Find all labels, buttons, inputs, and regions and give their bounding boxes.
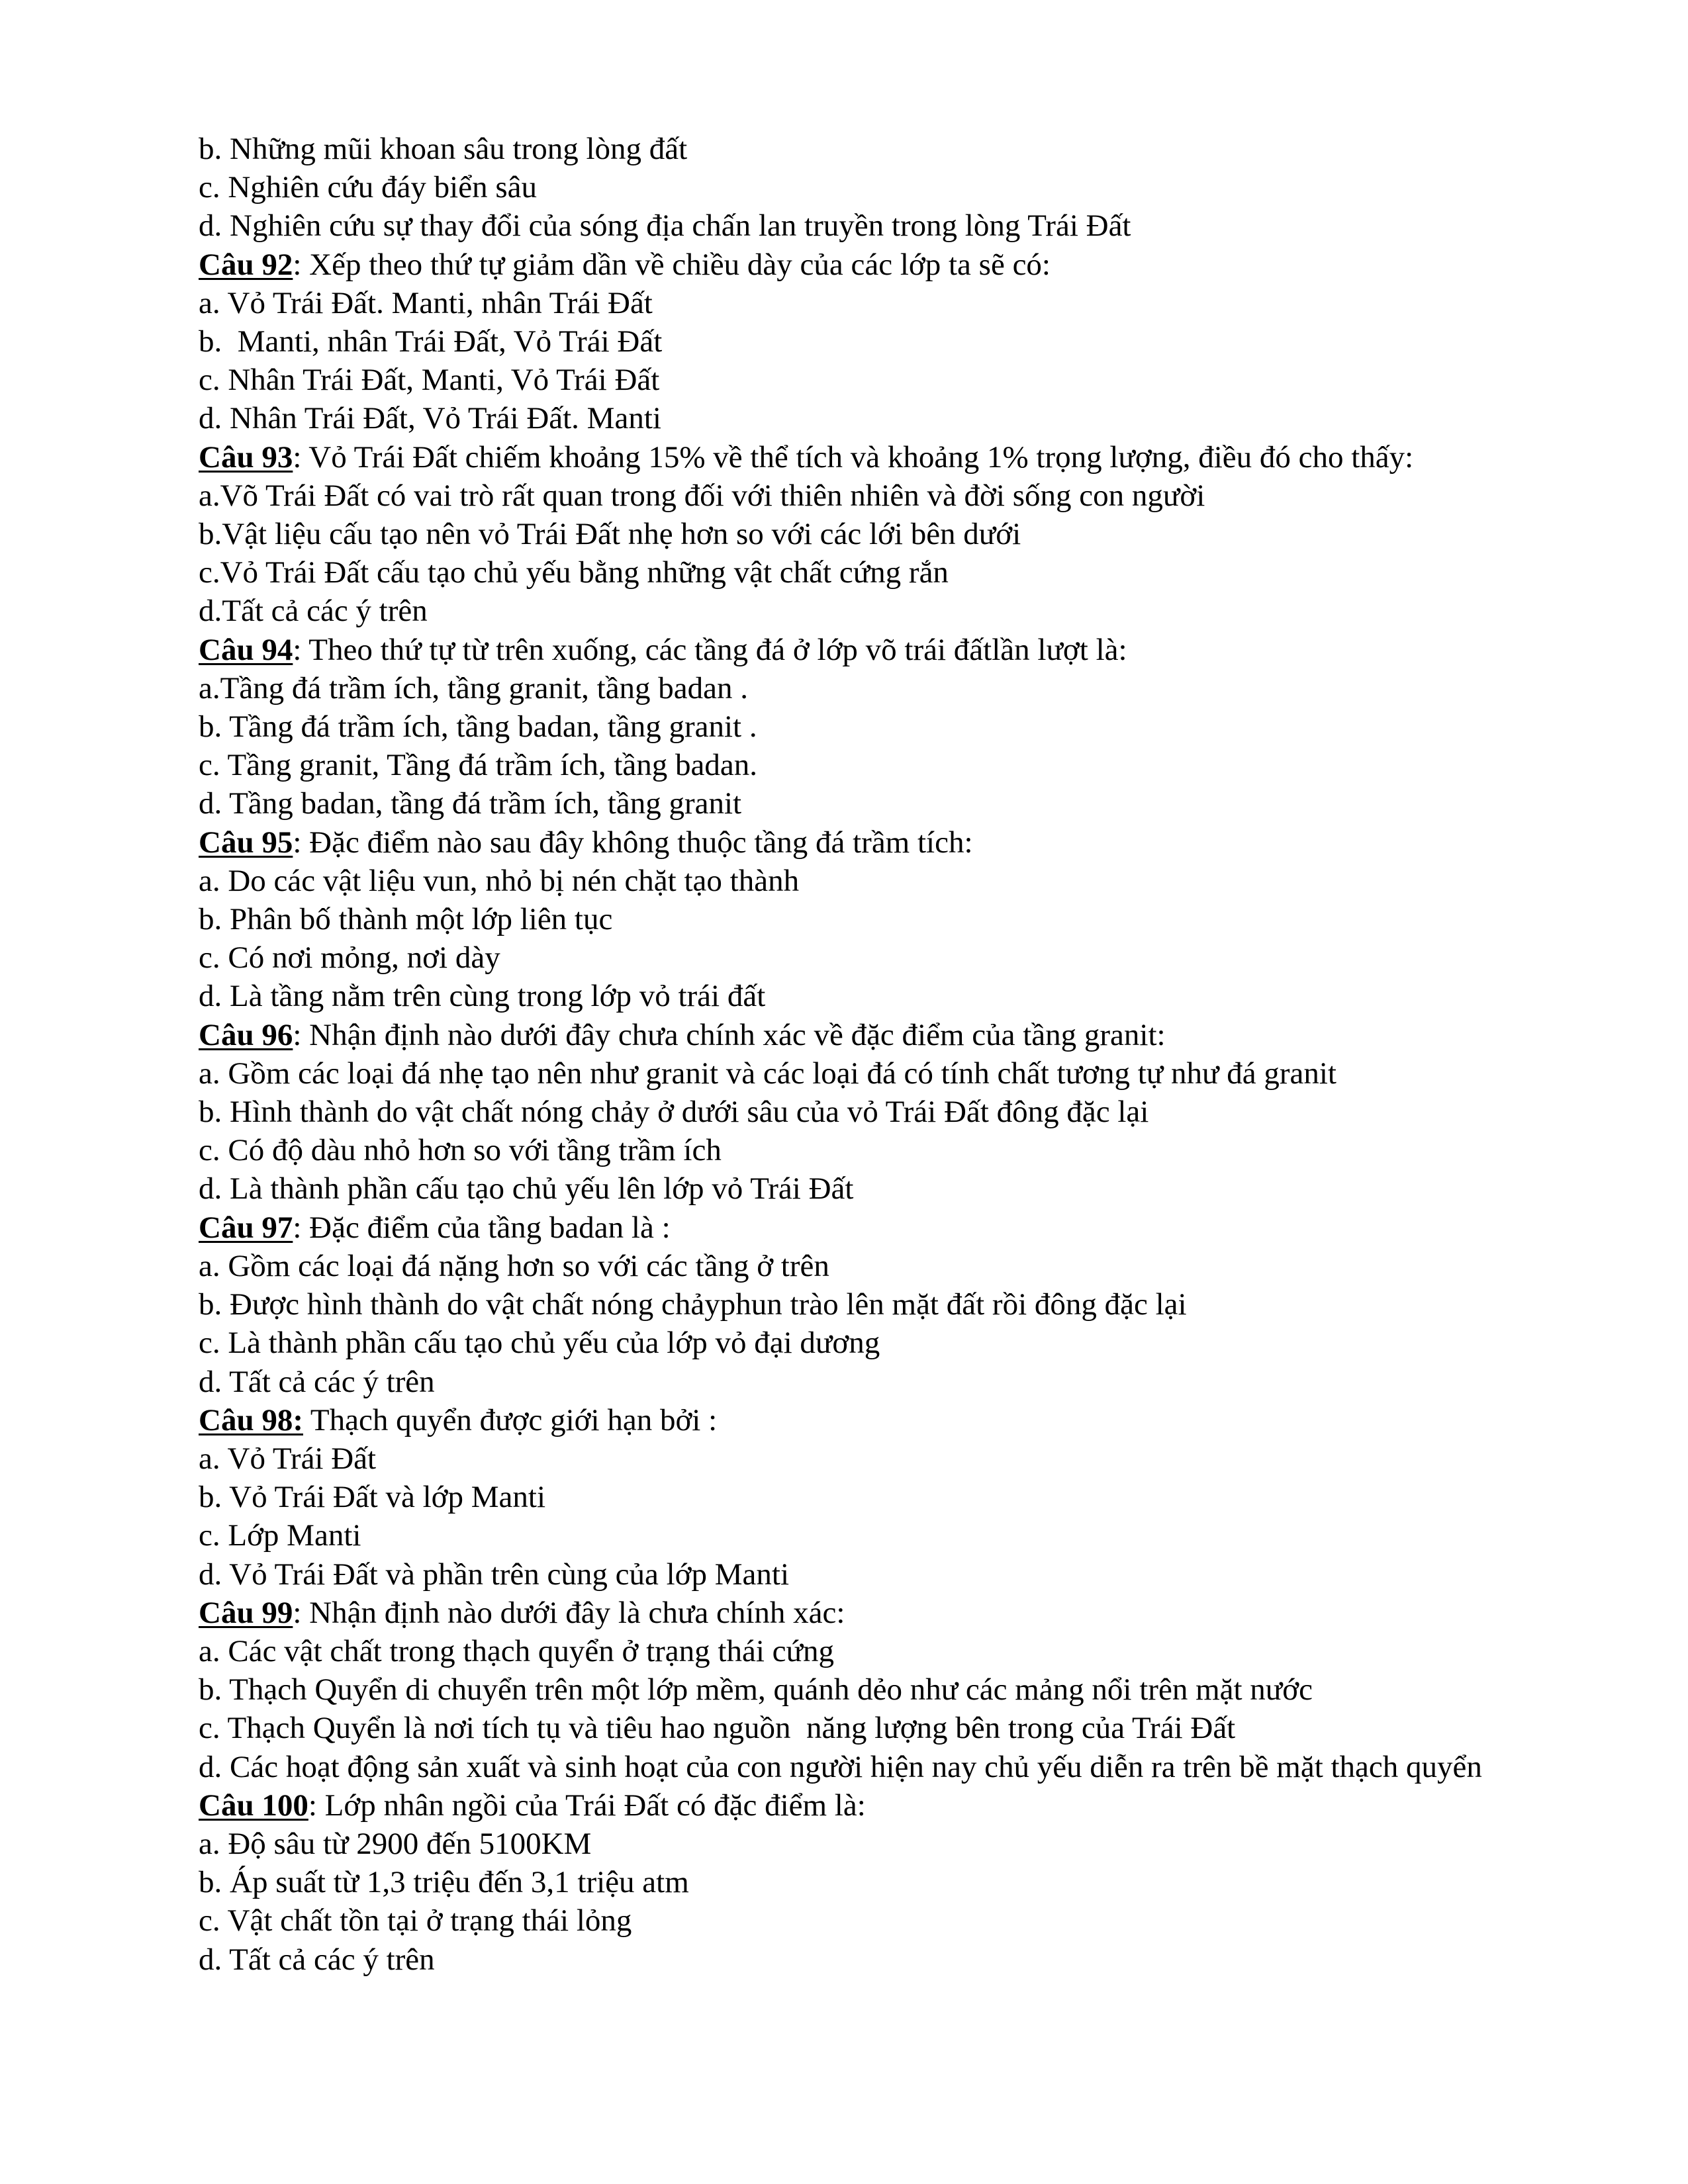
question-prompt [199, 1208, 1523, 1247]
option-line: b. Manti, nhân Trái Đất, Vỏ Trái Đất [199, 324, 663, 359]
option-line: a. Gồm các loại đá nhẹ tạo nên như granit và các loại đá có tính chất tương tự như đá granit [199, 1056, 1336, 1091]
question-text: Thạch quyển được giới hạn bởi : [303, 1402, 718, 1437]
question-prompt [199, 1786, 1523, 1825]
option-line: b. Vỏ Trái Đất và lớp Manti [199, 1480, 546, 1515]
option-line: b. Áp suất từ 1,3 triệu đến 3,1 triệu atm [199, 1865, 689, 1900]
question-label: Câu 96 [199, 1017, 293, 1052]
option-line: c. Nghiên cứu đáy biển sâu [199, 170, 537, 205]
option-line: b. Phân bố thành một lớp liên tục [199, 902, 613, 937]
option-line: d. Nghiên cứu sự thay đổi của sóng địa chấn lan truyền trong lòng Trái Đất [199, 208, 1131, 244]
question-97 [199, 1208, 1523, 1401]
option-line: b. Được hình thành do vật chất nóng chảyphun trào lên mặt đất rồi đông đặc lại [199, 1287, 1187, 1322]
question-label: Câu 95 [199, 825, 293, 860]
question-text: : Theo thứ tự từ trên xuống, các tầng đá ở lớp võ trái đấtlần lượt là: [293, 632, 1127, 667]
option-line: c.Vỏ Trái Đất cấu tạo chủ yếu bằng những vật chất cứng rắn [199, 555, 949, 590]
option-line: b. Hình thành do vật chất nóng chảy ở dưới sâu của vỏ Trái Đất đông đặc lại [199, 1095, 1149, 1130]
question-text: : Vỏ Trái Đất chiếm khoảng 15% về thể tích và khoảng 1% trọng lượng, điều đó cho thấy: [293, 439, 1414, 475]
question-100 [199, 1786, 1523, 1979]
question-label: Câu 94 [199, 632, 293, 667]
option-line: a.Võ Trái Đất có vai trò rất quan trong đối với thiên nhiên và đời sống con người [199, 478, 1205, 513]
question-label: Câu 100 [199, 1788, 308, 1823]
option-line: b. Những mũi khoan sâu trong lòng đất [199, 132, 688, 166]
option-line: a. Do các vật liệu vun, nhỏ bị nén chặt tạo thành [199, 863, 800, 898]
question-prompt [199, 823, 1523, 862]
option-line: a. Gồm các loại đá nặng hơn so với các tầng ở trên [199, 1248, 829, 1283]
option-line: c. Tầng granit, Tầng đá trầm ích, tầng badan. [199, 748, 757, 783]
option-line: a. Vỏ Trái Đất [199, 1441, 377, 1476]
question-96 [199, 1016, 1523, 1208]
option-line: d. Tầng badan, tầng đá trầm ích, tầng granit [199, 786, 742, 821]
question-92 [199, 246, 1523, 438]
question-95 [199, 823, 1523, 1016]
option-line: a.Tầng đá trầm ích, tầng granit, tầng badan . [199, 670, 749, 705]
question-text: : Xếp theo thứ tự giảm dần về chiều dày của các lớp ta sẽ có: [293, 247, 1051, 282]
option-line: c. Lớp Manti [199, 1518, 361, 1553]
question-prompt [199, 631, 1523, 669]
option-line: d. Vỏ Trái Đất và phần trên cùng của lớp Manti [199, 1557, 790, 1592]
question-94 [199, 631, 1523, 823]
question-prompt [199, 1594, 1523, 1632]
question-label: Câu 99 [199, 1595, 293, 1630]
option-line: d.Tất cả các ý trên [199, 594, 428, 629]
question-text: : Đặc điểm nào sau đây không thuộc tầng đá trầm tích: [293, 825, 973, 860]
option-line: b. Thạch Quyển di chuyển trên một lớp mềm, quánh dẻo như các mảng nổi trên mặt nước [199, 1672, 1313, 1707]
question-label: Câu 92 [199, 247, 293, 282]
question-label: Câu 97 [199, 1210, 293, 1245]
question-prompt [199, 1016, 1523, 1054]
option-line: c. Có nơi mỏng, nơi dày [199, 940, 500, 976]
question-text: : Nhận định nào dưới đây là chưa chính xác: [293, 1595, 845, 1630]
question-label: Câu 93 [199, 439, 293, 475]
option-line: c. Có độ dàu nhỏ hơn so với tầng trầm ích [199, 1133, 722, 1168]
option-line: a. Độ sâu từ 2900 đến 5100KM [199, 1826, 592, 1861]
question-prompt [199, 438, 1523, 477]
option-line: d. Là tầng nằm trên cùng trong lớp vỏ trái đất [199, 979, 766, 1014]
option-line: b.Vật liệu cấu tạo nên vỏ Trái Đất nhẹ hơn so với các lới bên dưới [199, 517, 1021, 552]
document-page [199, 130, 1523, 1979]
option-line: d. Nhân Trái Đất, Vỏ Trái Đất. Manti [199, 401, 661, 436]
question-text: : Lớp nhân ngồi của Trái Đất có đặc điểm là: [308, 1788, 866, 1823]
option-line: d. Các hoạt động sản xuất và sinh hoạt của con người hiện nay chủ yếu diễn ra trên bề mặt thạch quyển [199, 1749, 1482, 1784]
option-line: a. Vỏ Trái Đất. Manti, nhân Trái Đất [199, 285, 653, 320]
option-line: b. Tầng đá trầm ích, tầng badan, tầng granit . [199, 709, 757, 745]
question-text: : Đặc điểm của tầng badan là : [293, 1210, 671, 1245]
option-line: d. Tất cả các ý trên [199, 1942, 435, 1977]
option-line: a. Các vật chất trong thạch quyển ở trạng thái cứng [199, 1633, 834, 1668]
option-line: c. Vật chất tồn tại ở trạng thái lỏng [199, 1903, 632, 1938]
question-prompt [199, 246, 1523, 284]
option-line: d. Tất cả các ý trên [199, 1364, 435, 1399]
question-99 [199, 1594, 1523, 1786]
option-line: c. Thạch Quyển là nơi tích tụ và tiêu hao nguồn năng lượng bên trong của Trái Đất [199, 1711, 1236, 1746]
question-93 [199, 438, 1523, 631]
lead-options [199, 130, 1523, 246]
question-text: : Nhận định nào dưới đây chưa chính xác về đặc điểm của tầng granit: [293, 1017, 1166, 1052]
option-line: c. Là thành phần cấu tạo chủ yếu của lớp vỏ đại dương [199, 1326, 880, 1361]
question-label: Câu 98: [199, 1402, 303, 1437]
question-prompt [199, 1401, 1523, 1439]
option-line: d. Là thành phần cấu tạo chủ yếu lên lớp vỏ Trái Đất [199, 1171, 854, 1206]
question-98 [199, 1401, 1523, 1594]
option-line: c. Nhân Trái Đất, Manti, Vỏ Trái Đất [199, 363, 660, 398]
